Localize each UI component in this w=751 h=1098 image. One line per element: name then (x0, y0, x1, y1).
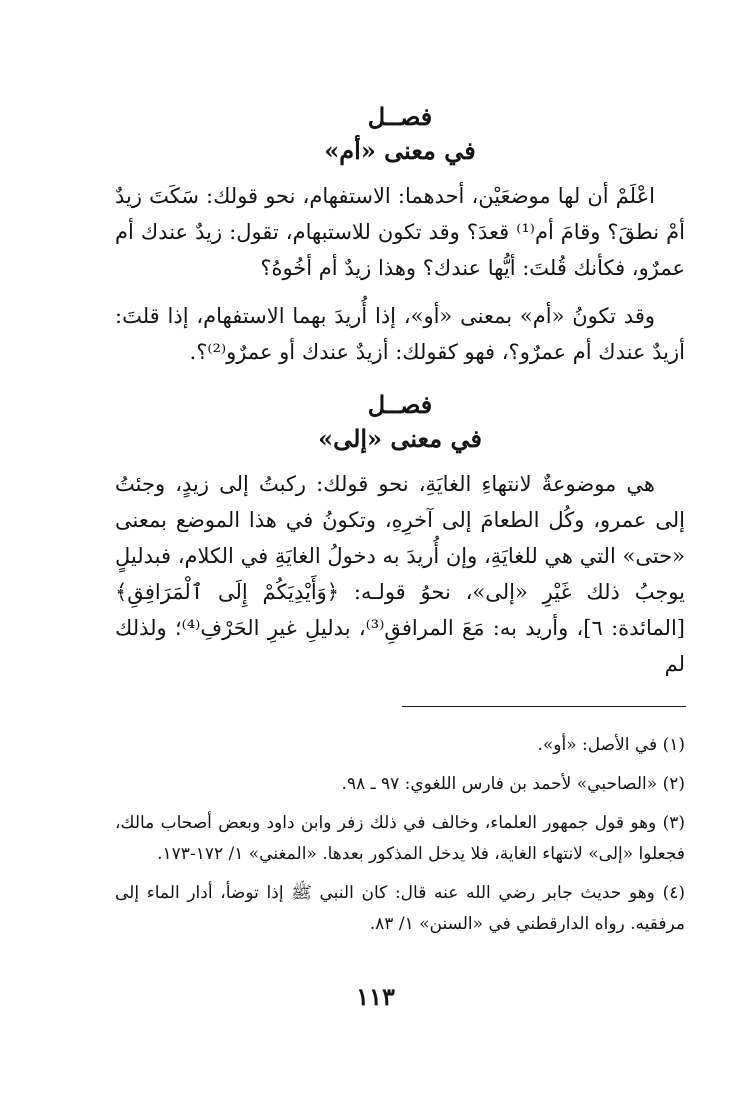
footnote: (١) في الأصل: «أو». (537, 735, 685, 755)
page-number: ١١٣ (356, 982, 395, 1011)
paragraph: وقد تكونُ «أم» بمعنى «أو»، إذا أُريدَ بهما الاستفهام، إذا قلتَ: أزيدٌ عندك أم عمرٌو؟، فهو كقولك: أزيدٌ عندك أو عمرٌو⁽²⁾؟. (115, 304, 685, 364)
main-text (115, 100, 685, 694)
section-am (115, 100, 685, 370)
footnote: (٤) وهو حديث جابر رضي الله عنه قال: كان النبي ﷺ إذا توضأ، أدار الماء إلى مرفقيه. رواه الدارقطني في «السنن» ١/ ٨٣. (115, 883, 685, 934)
section-ila (115, 388, 685, 682)
footnote: (٣) وهو قول جمهور العلماء، وخالف في ذلك زفر وابن داود وبعض أصحاب مالك، فجعلوا «إلى» لانتهاء الغاية، فلا يدخل المذكور بعدها. «المغني» ١/ ١٧٢-١٧٣. (115, 813, 685, 864)
paragraph: اعْلَمْ أن لها موضعَيْن، أحدهما: الاستفهام، نحو قولك: سَكَتَ زيدٌ أمْ نطقَ؟ وقامَ أم⁽¹⁾ قعدَ؟ وقد تكون للاستبهام، تقول: زيدٌ عندك أم عمرٌو، فكأنك قُلتَ: أيُّها عندك؟ وهذا زيدٌ أم أخُوهُ؟ (115, 184, 685, 280)
section-subheading: في معنى «أم» (324, 136, 476, 165)
footnotes (115, 730, 685, 948)
section-subheading: في معنى «إلى» (318, 424, 482, 453)
paragraph: هي موضوعةٌ لانتهاءِ الغايَةِ، نحو قولك: ركبتُ إلى زيدٍ، وجئتُ إلى عمرو، وكُل الطعامَ إلى آخرِهِ، وتكونُ في هذا الموضع بمعنى «حتى» التي هي للغايَةِ، وإن أُريدَ به دخولُ الغايَةِ في الكلام، فبدليلٍ يوجبُ ذلك غَيْرِ «إلى»، نحوُ قولـه: ﴿وَأَيْدِيَكُمْ إِلَى ٱلْمَرَافِقِ﴾ [المائدة: ٦]، وأريد به: مَعَ المرافقِ⁽³⁾، بدليلِ غيرِ الحَرْفِ⁽⁴⁾؛ ولذلك لم (115, 472, 685, 676)
section-heading: فصــل (367, 390, 433, 419)
footnote: (٢) «الصاحبي» لأحمد بن فارس اللغوي: ٩٧ ـ ٩٨. (341, 774, 685, 794)
footnote-divider (402, 706, 686, 707)
section-heading: فصــل (367, 102, 433, 131)
